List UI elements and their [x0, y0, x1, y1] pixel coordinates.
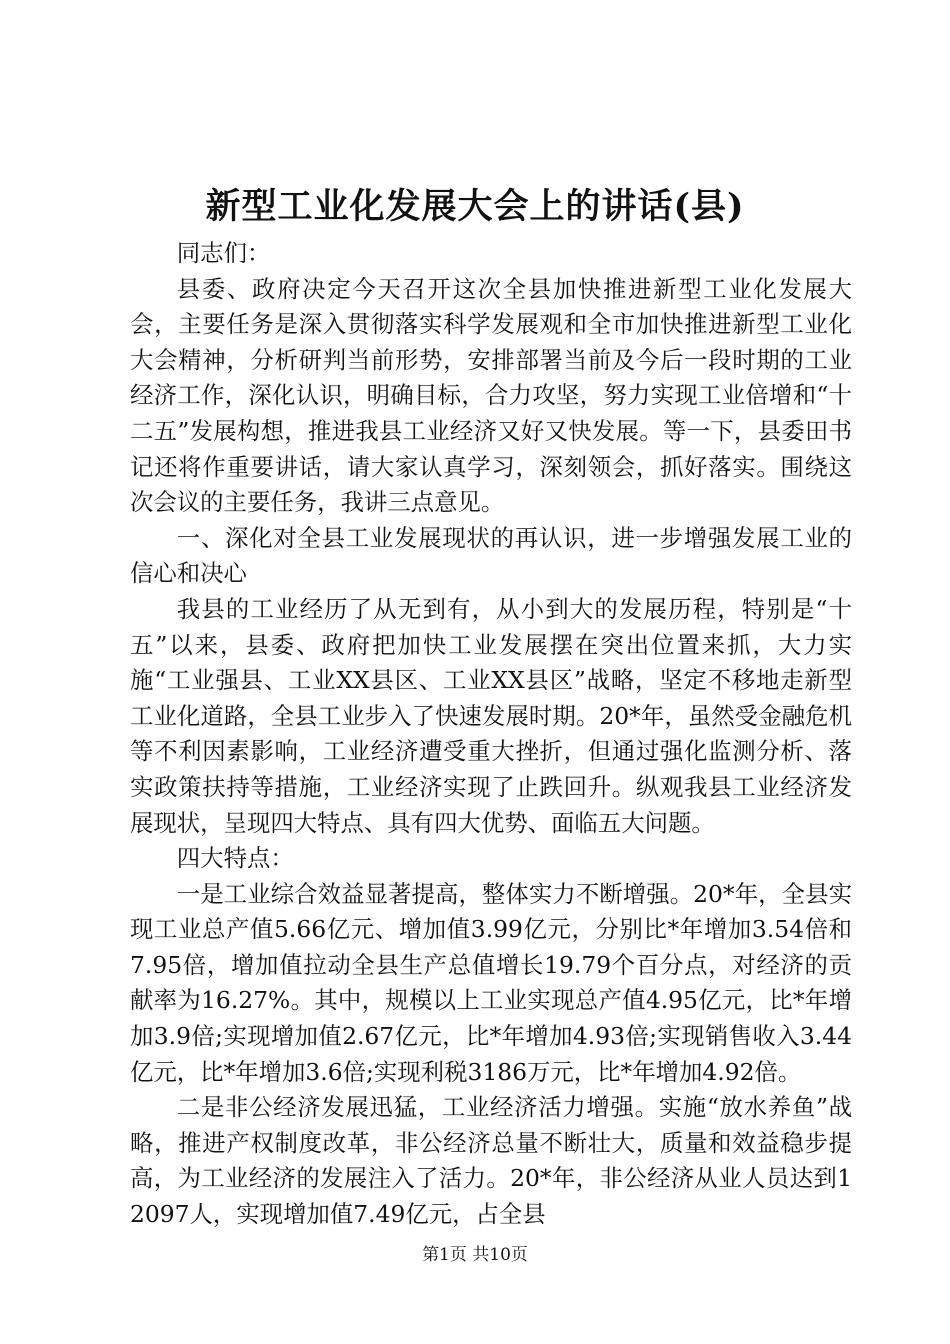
salutation-paragraph: 同志们： [176, 239, 271, 267]
history-paragraph: 我县的工业经历了从无到有，从小到大的发展历程，特别是“十五”以来，县委、政府把加快工业发展摆在突出位置来抓，大力实施“工业强县、工业XX县区、工业XX县区”战略，坚定不移地走新型工业化道路，全县工业步入了快速发展时期。20*年，虽然受金融危机等不利因素影响，工业经济遭受重大挫折，但通过强化监测分析、落实政策扶持等措施，工业经济实现了止跌回升。纵观我县工业经济发展现状，呈现四大特点、具有四大优势、面临五大问题。 [130, 594, 852, 837]
feature-1-paragraph: 一是工业综合效益显著提高，整体实力不断增强。20*年，全县实现工业总产值5.66亿元、增加值3.99亿元，分别比*年增加3.54倍和7.95倍，增加值拉动全县生产总值增长19.79个百分点，对经济的贡献率为16.27%。其中，规模以上工业实现总产值4.95亿元，比*年增加3.9倍;实现增加值2.67亿元，比*年增加4.93倍;实现销售收入3.44亿元，比*年增加3.6倍;实现利税3186万元，比*年增加4.92倍。 [130, 879, 852, 1086]
subheading-four-features: 四大特点： [176, 844, 294, 873]
section-heading-1: 一、深化对全县工业发展现状的再认识，进一步增强发展工业的信心和决心 [130, 523, 852, 588]
document-title: 新型工业化发展大会上的讲话(县) [205, 186, 745, 227]
document-body [130, 236, 852, 1233]
intro-paragraph: 县委、政府决定今天召开这次全县加快推进新型工业化发展大会，主要任务是深入贯彻落实科学发展观和全市加快推进新型工业化大会精神，分析研判当前形势，安排部署当前及今后一段时期的工业经济工作，深化认识，明确目标，合力攻坚，努力实现工业倍增和“十二五”发展构想，推进我县工业经济又好又快发展。等一下，县委田书记还将作重要讲话，请大家认真学习，深刻领会，抓好落实。围绕这次会议的主要任务，我讲三点意见。 [130, 274, 852, 517]
feature-2-paragraph: 二是非公经济发展迅猛，工业经济活力增强。实施“放水养鱼”战略，推进产权制度改革，非公经济总量不断壮大，质量和效益稳步提高，为工业经济的发展注入了活力。20*年，非公经济从业人员达到12097人，实现增加值7.49亿元，占全县 [130, 1093, 852, 1229]
page-number-footer: 第1页 共10页 [422, 1245, 528, 1265]
